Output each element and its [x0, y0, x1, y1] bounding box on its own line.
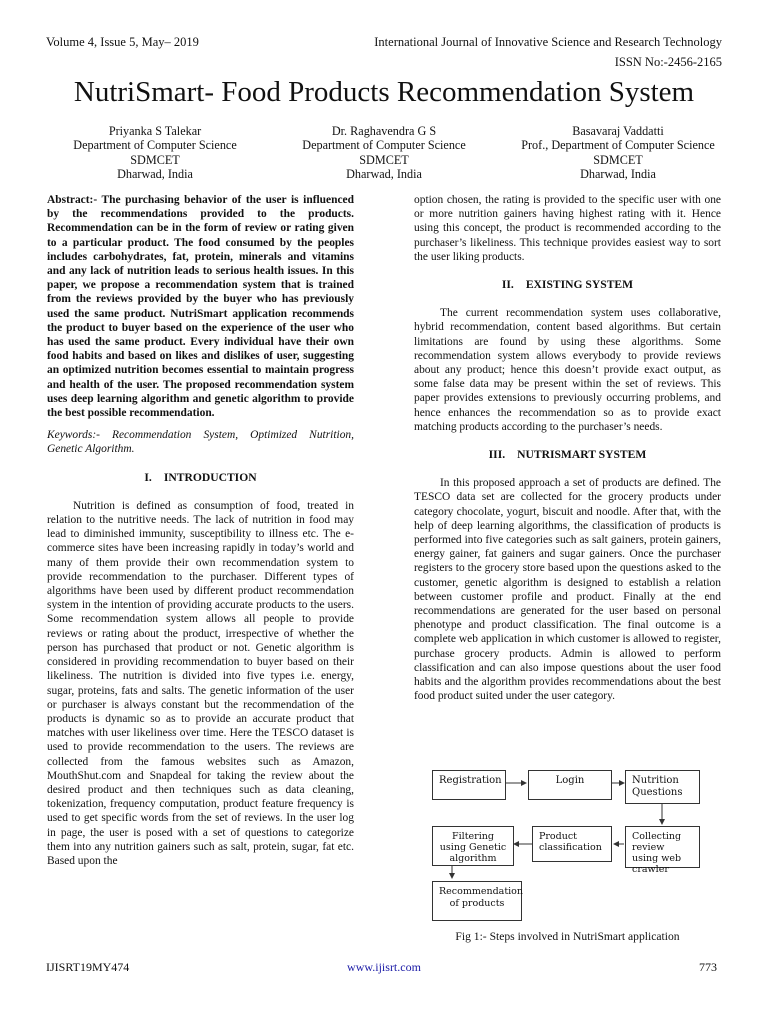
- author-inst: SDMCET: [593, 152, 643, 167]
- author-inst: SDMCET: [130, 152, 180, 167]
- flow-box-login: Login: [528, 770, 612, 800]
- author-name: Priyanka S Talekar: [108, 124, 202, 138]
- author-loc: Dharwad, India: [346, 166, 422, 181]
- introduction-text: Nutrition is defined as consumption of food, treated in relation to the nutritive needs. The lack of nutrition in food may lead to diminished immunity, susceptibility to illness etc. The e-commerce sites have been increasing rapidly in today’s world and many of them provide their own recommendation system to provide recommendation to the purchaser. Different types of algorithms have been used by different product recommendation system in the intention of providing accurate products to the users. Some recommendation system allows all people to provide reviews or rating about the product, irrespective of whether the person has purchased that product or not. Genetic algorithm is considered in providing recommendation to buyer based on their likeliness. The nutrition is divided into five types i.e. energy, sugar, proteins, fats and salts. The genetic information of the user or purchaser is always constant but the recommendation of the products is dynamic so as to provide an accurate product that matches with user likeliness over time. Here the TESCO dataset is used to provide recommendation to the users. The reviews are collected from the famous websites such as Amazon, MouthShut.com and Snapdeal for taking the review about the desired product and then techniques such as data cleaning, tokenization, frequency computation, product feature frequency is used to get specific words from the set of reviews. In the user log in page, the user is posed with a set of questions to categorize them into any nutrition gainers such as salt, protein, sugar, fat etc. Based upon the: [47, 499, 354, 867]
- abstract: Abstract:- The purchasing behavior of the user is influenced by the recommendations provided to the products. Recommendation can be in the form of review or rating given to a particular product. The food consumed by the peoples includes carbohydrates, fat, protein, minerals and vitamins and any lack of nutrition leads to serious health issues. In this paper, we propose a recommendation system that is trained from the reviews provided by the buyer who has previously used the same product. NutriSmart application recommends the product to buyer based on the experience of the user who has used the same product. Every individual have their own food habits and based on likes and dislikes of user, suggesting an optimized nutrition becomes essential to maintain progress and health of the user. The proposed recommendation system uses deep learning algorithm and genetic algorithm to provide the best possible recommendation.: [47, 194, 354, 420]
- journal-name: International Journal of Innovative Science and Research Technology: [374, 35, 722, 49]
- author-name: Basavaraj Vaddatti: [572, 124, 664, 138]
- figure-caption: Fig 1:- Steps involved in NutriSmart application: [455, 930, 680, 943]
- introduction-continuation: option chosen, the rating is provided to the specific user with one or more nutrition gainers having highest rating with it. Hence using this concept, the product is recommended according to the purchaser’s likeliness. This technique provides easiest way to sort the user liking products.: [414, 194, 721, 263]
- author-name: Dr. Raghavendra G S: [331, 124, 437, 138]
- author-inst: SDMCET: [359, 152, 409, 167]
- section-title: EXISTING SYSTEM: [525, 278, 634, 292]
- keywords: Keywords:- Recommendation System, Optimized Nutrition, Genetic Algorithm.: [47, 429, 354, 456]
- section-heading-nutrismart-system: [414, 448, 721, 462]
- section-number: I.: [144, 470, 152, 484]
- author-dept: Department of Computer Science: [302, 138, 466, 153]
- nutrismart-system-text: In this proposed approach a set of products are defined. The TESCO data set are collected for the grocery products under category chocolate, yogurt, biscuit and noodle. After that, with the help of deep learning algorithms, the classification of products is performed into five categories such as salt gainers, protein gainers, energy gainer, fat gainers and sugar gainers. Once the purchaser registers to the grocery store based upon the questions asked to the customer, genetic algorithm is designed to establish a relation between customer profile and product. Finally at the end recommendations are generated for the user based on personal phenotype and product classification. The final outcome is a complete web application in which customer is allowed to register, purchase grocery products. Admin is allowed to perform classification and can also impose questions about the user food habits and the algorithm provides recommendations about the best food product suited under the user category.: [414, 477, 721, 703]
- flow-box-registration: Registration: [432, 770, 506, 800]
- author-1: [40, 124, 270, 181]
- author-loc: Dharwad, India: [580, 166, 656, 181]
- section-title: INTRODUCTION: [163, 470, 257, 484]
- section-title: NUTRISMART SYSTEM: [517, 448, 647, 462]
- section-heading-existing-system: [414, 278, 721, 292]
- volume-info: Volume 4, Issue 5, May– 2019: [46, 35, 199, 49]
- flow-box-recommendation: Recommendation of products: [432, 881, 522, 921]
- flow-box-filtering: Filtering using Genetic algorithm: [432, 826, 514, 866]
- page-number: 773: [699, 960, 717, 974]
- issn: ISSN No:-2456-2165: [614, 55, 722, 69]
- flow-box-product-classification: Product classification: [532, 826, 612, 862]
- section-heading-introduction: [47, 471, 354, 485]
- existing-system-text: The current recommendation system uses collaborative, hybrid recommendation, content based algorithms. But certain limitations are found by using these algorithms. Some recommendation system allows everybody to provide reviews about any product; hence this doesn’t provide exact output, as some false data may be present within the set of reviews. This paper provides extensions to previously occurring problems, and hence enhances the recommendation so as to provide exact matching products according to the purchaser’s needs.: [414, 307, 721, 433]
- journal-url-link[interactable]: www.ijisrt.com: [347, 960, 421, 974]
- flowchart-figure: [422, 766, 722, 936]
- author-dept: Prof., Department of Computer Science: [521, 138, 715, 153]
- author-loc: Dharwad, India: [117, 166, 193, 181]
- author-2: [269, 124, 499, 181]
- section-number: III.: [488, 448, 506, 462]
- left-column: [47, 193, 354, 868]
- author-dept: Department of Computer Science: [73, 138, 237, 153]
- flow-box-nutrition-questions: Nutrition Questions: [625, 770, 700, 804]
- flow-box-collecting-review: Collecting review using web crawler: [625, 826, 700, 868]
- section-number: II.: [501, 278, 514, 292]
- paper-title: NutriSmart- Food Products Recommendation System: [73, 76, 695, 108]
- author-3: [503, 124, 733, 181]
- paper-id: IJISRT19MY474: [46, 960, 130, 974]
- right-column: [414, 193, 721, 704]
